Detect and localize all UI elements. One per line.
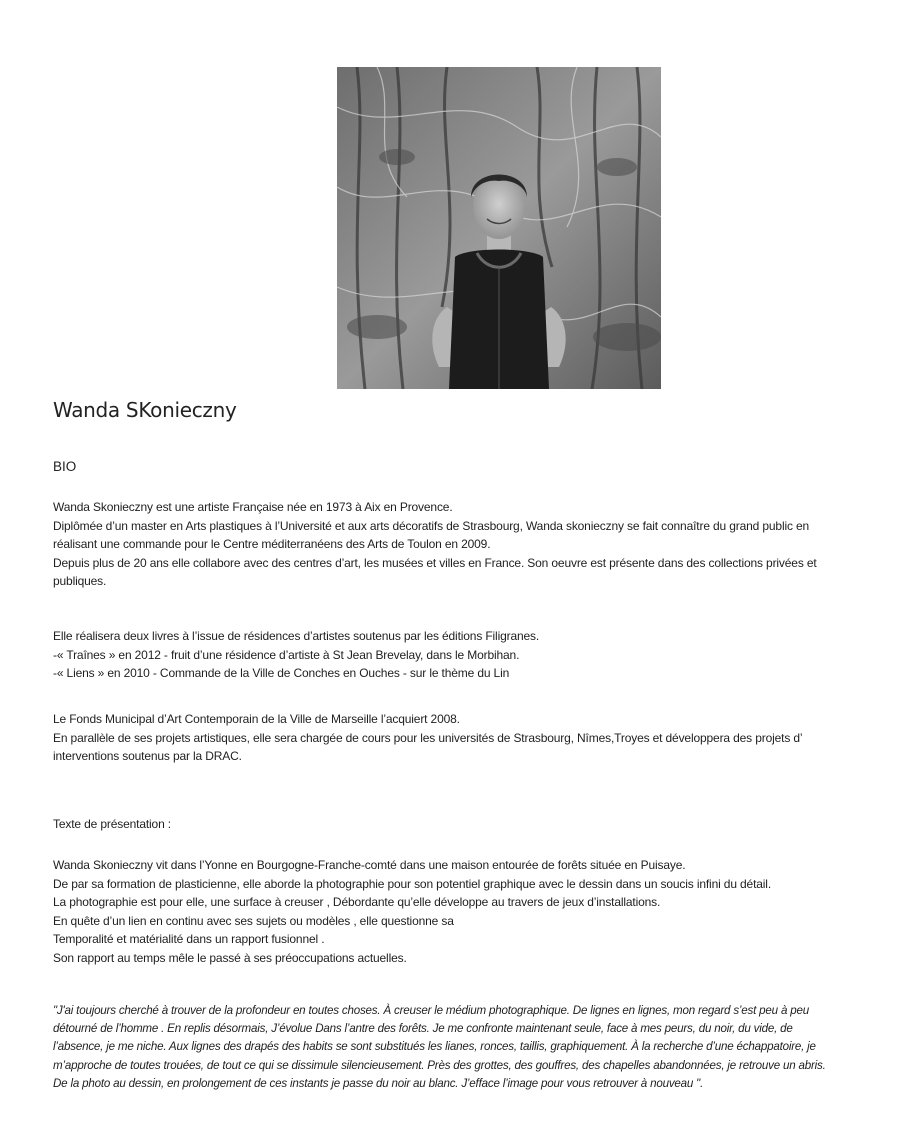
- quote-line: De la photo au dessin, en prolongement de ces instants je passe du noir au blanc. J’efface l’image pour vous retrouver à nouveau ".: [53, 1076, 704, 1090]
- bio-line: -« Traînes » en 2012 - fruit d’une résidence d’artiste à St Jean Brevelay, dans le Morbihan.: [53, 647, 520, 662]
- bio-paragraph-1: [53, 498, 883, 591]
- presentation-heading: Texte de présentation :: [53, 817, 171, 831]
- presentation-heading-wrap: [53, 815, 883, 834]
- presentation-line: La photographie est pour elle, une surface à creuser , Débordante qu’elle développe au travers de jeux d’installations.: [53, 895, 661, 910]
- bio-heading: BIO: [53, 459, 77, 474]
- artist-name: Wanda SKonieczny: [53, 398, 237, 422]
- presentation-line: Son rapport au temps mêle le passé à ses préoccupations actuelles.: [53, 950, 407, 965]
- presentation-line: Wanda Skonieczny vit dans l’Yonne en Bourgogne-Franche-comté dans une maison entourée de forêts située en Puisaye.: [53, 858, 686, 872]
- bio-line: Wanda Skonieczny est une artiste Française née en 1973 à Aix en Provence.: [53, 500, 453, 514]
- bio-line: interventions soutenus par la DRAC.: [53, 749, 242, 764]
- bio-line: En parallèle de ses projets artistiques, elle sera chargée de cours pour les universités de Strasbourg, Nîmes,Troyes et développera des projets d’: [53, 730, 803, 745]
- quote-line: détourné de l’homme . En replis désormais, J’évolue Dans l’antre des forêts. Je me confronte maintenant seule, face à mes peurs, du noir, du vide, de: [53, 1022, 793, 1036]
- quote-line: m’approche de toutes trouées, de tout ce qui se dissimule silencieusement. Près des grottes, des gouffres, des chapelles abandonnées, je retrouve un abris.: [53, 1058, 826, 1072]
- presentation-line: De par sa formation de plasticienne, elle aborde la photographie pour son potentiel graphique avec le dessin dans un soucis infini du détail.: [53, 876, 771, 891]
- bio-line: Depuis plus de 20 ans elle collabore avec des centres d’art, les musées et villes en France. Son oeuvre est présente dans des collections privées et: [53, 555, 817, 570]
- bio-paragraph-3: [53, 710, 883, 766]
- presentation-line: En quête d’un lien en continu avec ses sujets ou modèles , elle questionne sa: [53, 913, 454, 928]
- artist-portrait: [337, 67, 661, 389]
- bio-line: Diplômée d’un master en Arts plastiques à l’Université et aux arts décoratifs de Strasbourg, Wanda skonieczny se fait connaître du grand public en: [53, 518, 810, 533]
- bio-line: publiques.: [53, 574, 107, 589]
- bio-paragraph-2: [53, 627, 883, 683]
- presentation-line: Temporalité et matérialité dans un rapport fusionnel .: [53, 932, 325, 947]
- quote-line: "J'ai toujours cherché à trouver de la profondeur en toutes choses. À creuser le médium photographique. De lignes en lignes, mon regard s’est peu à peu: [53, 1004, 809, 1017]
- bio-line: réalisant une commande pour le Centre méditerranéens des Arts de Toulon en 2009.: [53, 537, 491, 552]
- portrait-image: [337, 67, 661, 389]
- bio-line: Le Fonds Municipal d’Art Contemporain de la Ville de Marseille l’acquiert 2008.: [53, 712, 460, 726]
- quote-line: l’absence, je me niche. Aux lignes des drapés des habits se sont substitués les lianes, ronces, taillis, graphiquement. À la recherche d’une échappatoire, je: [53, 1040, 816, 1054]
- artist-quote: [53, 1002, 888, 1093]
- presentation-paragraph: [53, 856, 883, 968]
- bio-line: Elle réalisera deux livres à l’issue de résidences d’artistes soutenus par les éditions Filigranes.: [53, 629, 540, 643]
- bio-line: -« Liens » en 2010 - Commande de la Ville de Conches en Ouches - sur le thème du Lin: [53, 666, 510, 681]
